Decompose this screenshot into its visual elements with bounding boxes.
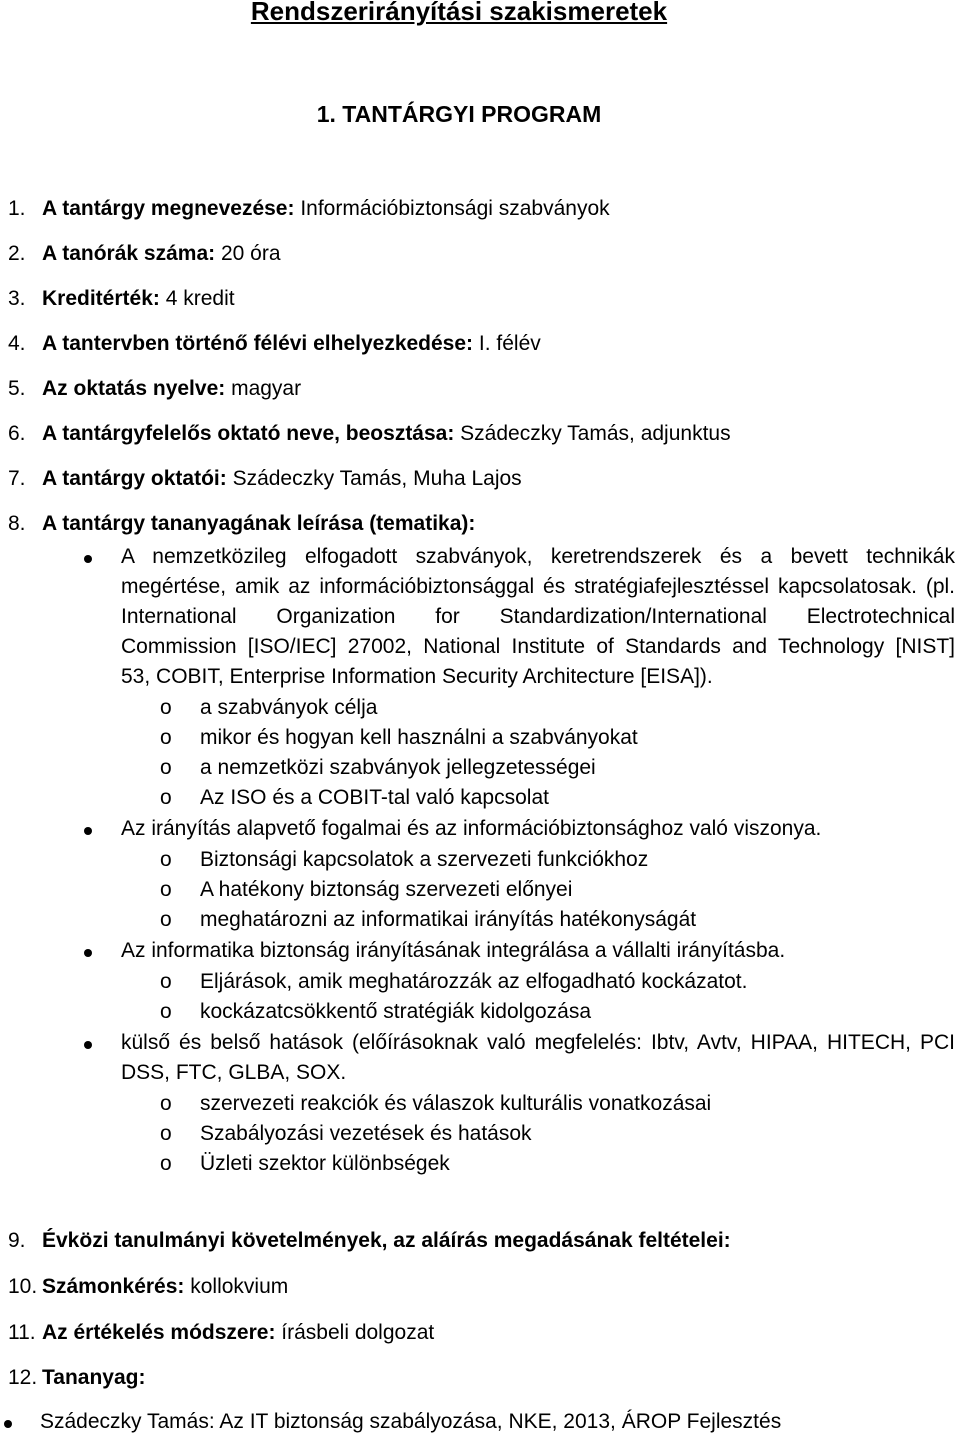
sub-marker: o xyxy=(160,878,172,901)
topic-4-sub-2: Szabályozási vezetések és hatások xyxy=(200,1122,532,1145)
topic-2-sub-3: meghatározni az informatikai irányítás hatékonyságát xyxy=(200,908,697,931)
sub-marker: o xyxy=(160,1092,172,1115)
topic-4-line-2: DSS, FTC, GLBA, SOX. xyxy=(121,1061,347,1084)
reference-item: Szádeczky Tamás: Az IT biztonság szabályozása, NKE, 2013, ÁROP Fejlesztés xyxy=(40,1410,782,1433)
topic-2-line-1: Az irányítás alapvető fogalmai és az információbiztonsághoz való viszonya. xyxy=(121,817,822,840)
item-2: 2. A tanórák száma: 20 óra xyxy=(8,242,281,265)
sub-marker: o xyxy=(160,1000,172,1023)
item-11: 11. Az értékelés módszere: írásbeli dolgozat xyxy=(8,1321,435,1344)
topic-1-line-5: 53, COBIT, Enterprise Information Security Architecture [EISA]). xyxy=(121,665,713,688)
item-4: 4. A tantervben történő félévi elhelyezkedése: I. félév xyxy=(8,332,541,355)
item-12: 12. Tananyag: xyxy=(8,1366,146,1389)
sub-marker: o xyxy=(160,848,172,871)
bullet-icon xyxy=(4,1420,12,1428)
sub-marker: o xyxy=(160,1122,172,1145)
bullet-icon xyxy=(84,555,92,563)
sub-marker: o xyxy=(160,908,172,931)
topic-3-sub-2: kockázatcsökkentő stratégiák kidolgozása xyxy=(200,1000,592,1023)
item-5: 5. Az oktatás nyelve: magyar xyxy=(8,377,302,400)
bullet-icon xyxy=(84,827,92,835)
sub-marker: o xyxy=(160,756,172,779)
topic-2-sub-2: A hatékony biztonság szervezeti előnyei xyxy=(200,878,573,901)
sub-marker: o xyxy=(160,696,172,719)
topic-1-sub-4: Az ISO és a COBIT-tal való kapcsolat xyxy=(200,786,549,809)
item-6: 6. A tantárgyfelelős oktató neve, beosztása: Szádeczky Tamás, adjunktus xyxy=(8,422,731,445)
topic-3-sub-1: Eljárások, amik meghatározzák az elfogadható kockázatot. xyxy=(200,970,748,993)
item-1: 1. A tantárgy megnevezése: Információbiztonsági szabványok xyxy=(8,197,610,220)
item-10: 10. Számonkérés: kollokvium xyxy=(8,1275,289,1298)
topic-3-line-1: Az informatika biztonság irányításának integrálása a vállalti irányításba. xyxy=(121,939,786,962)
topic-1-line-1: A nemzetközileg elfogadott szabványok, keretrendszerek és a bevett technikák xyxy=(121,545,955,568)
bullet-icon xyxy=(84,1041,92,1049)
item-9: 9. Évközi tanulmányi követelmények, az aláírás megadásának feltételei: xyxy=(8,1229,731,1252)
program-title: 1. TANTÁRGYI PROGRAM xyxy=(316,101,602,127)
item-8: 8. A tantárgy tananyagának leírása (tematika): xyxy=(8,512,476,535)
topic-1-sub-3: a nemzetközi szabványok jellegzetességei xyxy=(200,756,596,779)
bullet-icon xyxy=(84,949,92,957)
topic-4-line-1: külső és belső hatások (előírásoknak való megfelelés: Ibtv, Avtv, HIPAA, HITECH, PCI xyxy=(121,1031,955,1054)
sub-marker: o xyxy=(160,970,172,993)
topic-4-sub-3: Üzleti szektor különbségek xyxy=(200,1152,450,1175)
topic-4-sub-1: szervezeti reakciók és válaszok kulturális vonatkozásai xyxy=(200,1092,712,1115)
item-3: 3. Kreditérték: 4 kredit xyxy=(8,287,235,310)
item-7: 7. A tantárgy oktatói: Szádeczky Tamás, Muha Lajos xyxy=(8,467,522,490)
topic-1-sub-1: a szabványok célja xyxy=(200,696,378,719)
page-title: Rendszerirányítási szakismeretek xyxy=(250,0,668,26)
topic-1-line-4: Commission [ISO/IEC] 27002, National Institute of Standards and Technology [NIST] xyxy=(121,635,955,658)
sub-marker: o xyxy=(160,786,172,809)
sub-marker: o xyxy=(160,726,172,749)
topic-1-sub-2: mikor és hogyan kell használni a szabványokat xyxy=(200,726,638,749)
topic-1-line-2: megértése, amik az információbiztonsággal és stratégiafejlesztéssel kapcsolatosak. (pl. xyxy=(121,575,955,598)
topic-2-sub-1: Biztonsági kapcsolatok a szervezeti funkciókhoz xyxy=(200,848,649,871)
sub-marker: o xyxy=(160,1152,172,1175)
topic-1-line-3: International Organization for Standardization/International Electrotechnical xyxy=(121,605,955,628)
